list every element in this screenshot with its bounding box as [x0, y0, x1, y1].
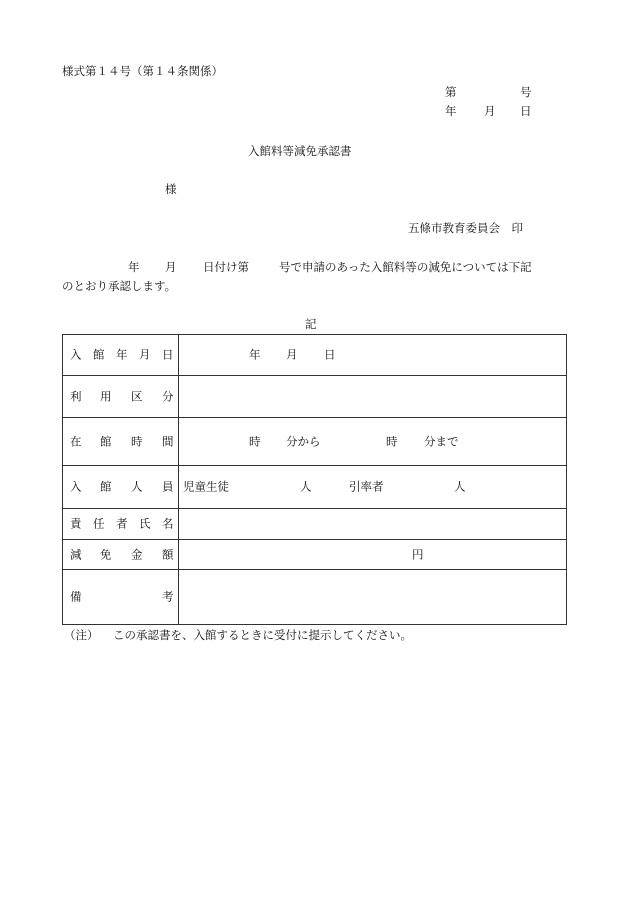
leader-label: 引率者: [349, 479, 384, 494]
yen-unit: 円: [412, 546, 424, 561]
table-row: [63, 540, 567, 570]
body-year: 年: [128, 260, 140, 274]
label-visitor-count: 入 館 人 員: [63, 466, 179, 509]
remarks-field[interactable]: [179, 570, 567, 625]
body-month: 月: [165, 260, 177, 274]
visit-year: 年: [249, 347, 261, 362]
date-month: 月: [484, 104, 496, 118]
table-row: [63, 570, 567, 625]
label-responsible-person: 責 任 者 氏 名: [63, 509, 179, 540]
date-year: 年: [445, 104, 457, 118]
visit-date-field[interactable]: [179, 335, 567, 376]
date-day: 日: [520, 104, 532, 118]
note-prefix: （注）: [64, 628, 99, 642]
leader-unit: 人: [454, 479, 466, 494]
end-minute: 分まで: [424, 433, 459, 448]
exemption-amount-field[interactable]: [179, 540, 567, 570]
issuer-name: 五條市教育委員会 印: [408, 221, 523, 235]
label-exemption-amount: 減 免 金 額: [63, 540, 179, 570]
visit-month: 月: [286, 347, 298, 362]
start-hour: 時: [249, 433, 261, 448]
table-row: [63, 335, 567, 376]
ki-heading: 記: [305, 317, 317, 331]
document-number-suffix: 号: [520, 85, 532, 99]
label-stay-time: 在 館 時 間: [63, 418, 179, 466]
table-row: [63, 376, 567, 418]
body-day: 日付け第: [203, 260, 249, 274]
label-visit-date: 入 館 年 月 日: [63, 335, 179, 376]
label-usage-category: 利 用 区 分: [63, 376, 179, 418]
students-unit: 人: [300, 479, 312, 494]
details-table: [62, 334, 567, 625]
responsible-person-field[interactable]: [179, 509, 567, 540]
body-text-line1: 号で申請のあった入館料等の減免については下記: [279, 260, 532, 274]
document-title: 入館料等減免承認書: [248, 144, 352, 158]
addressee-suffix: 様: [165, 182, 177, 196]
body-text-line2: のとおり承認します。: [62, 279, 177, 293]
document-number-prefix: 第: [445, 85, 457, 99]
table-row: [63, 509, 567, 540]
visit-day: 日: [324, 347, 336, 362]
note-text: この承認書を、入館するときに受付に提示してください。: [113, 628, 412, 642]
stay-time-field[interactable]: [179, 418, 567, 466]
students-label: 児童生徒: [183, 479, 229, 494]
start-minute: 分から: [286, 433, 321, 448]
form-number: 様式第１４号（第１４条関係）: [62, 64, 223, 78]
table-row: [63, 418, 567, 466]
label-remarks: 備 考: [63, 570, 179, 625]
table-row: [63, 466, 567, 509]
end-hour: 時: [386, 433, 398, 448]
usage-category-field[interactable]: [179, 376, 567, 418]
visitor-count-field[interactable]: [179, 466, 567, 509]
